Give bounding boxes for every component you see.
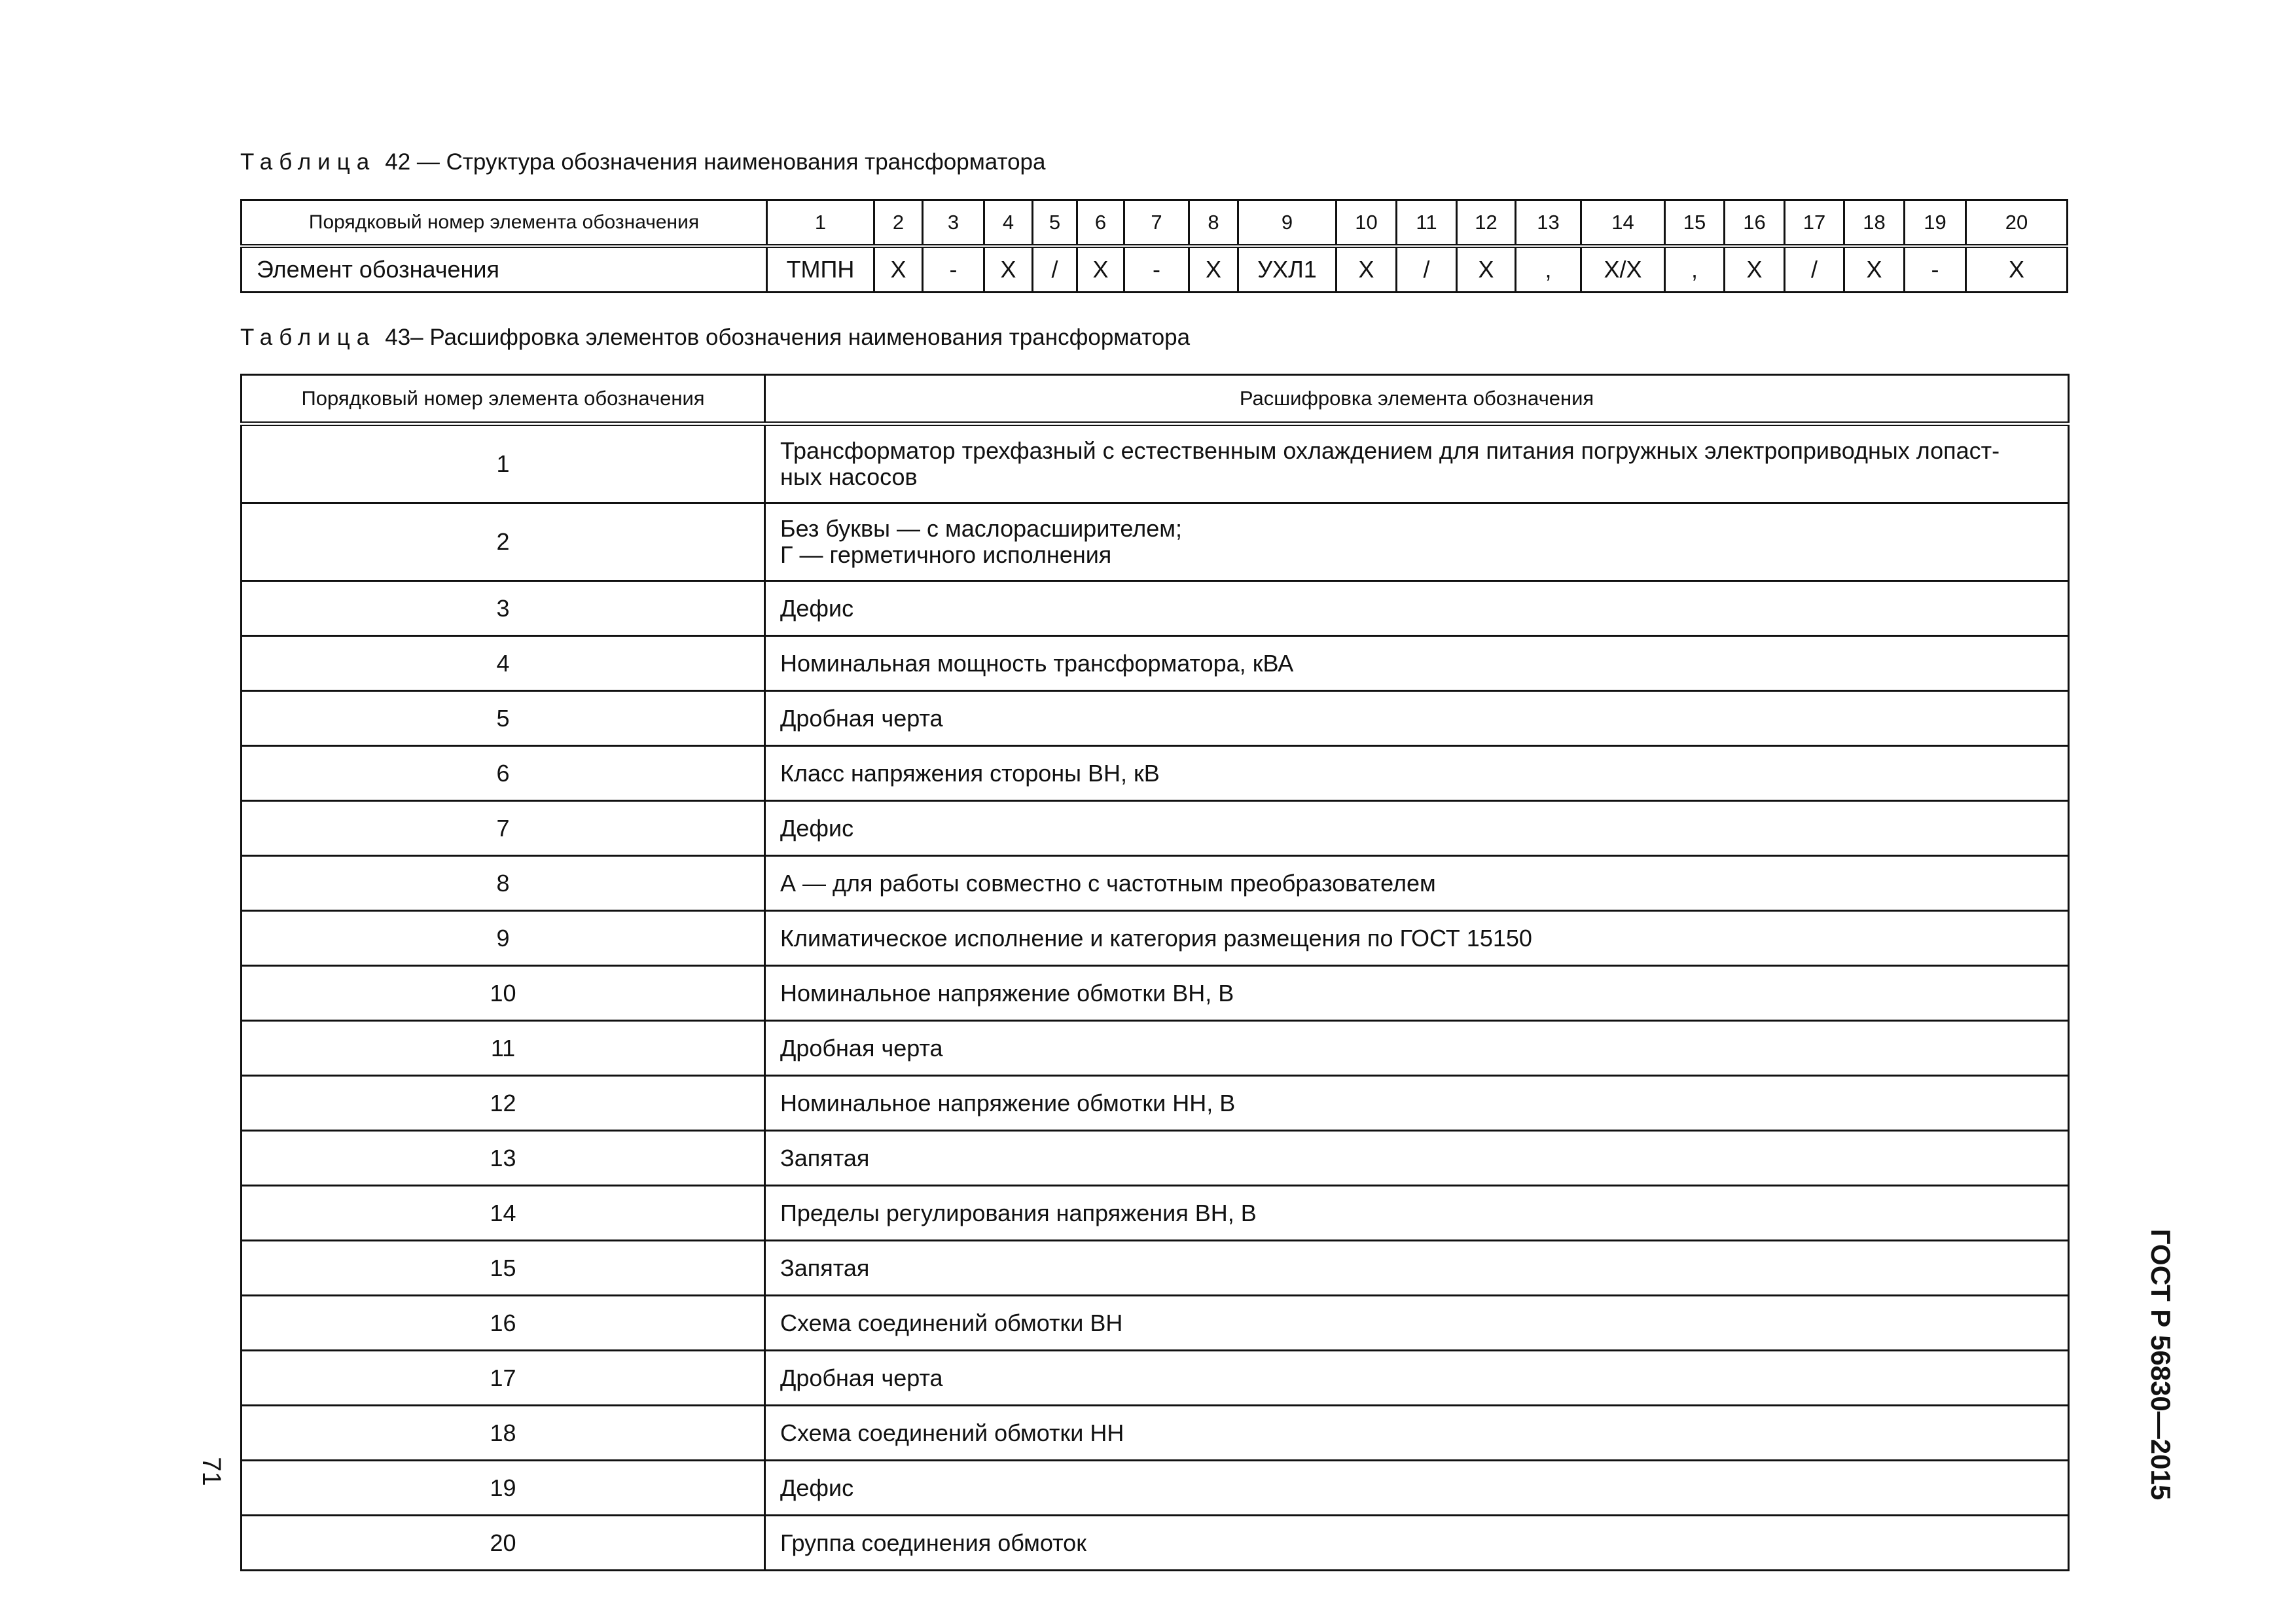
designation-element: -	[1124, 246, 1189, 293]
row-description: Класс напряжения стороны ВН, кВ	[765, 746, 2069, 801]
table-43-header-row	[242, 375, 2069, 424]
element-number: 18	[1844, 200, 1905, 247]
designation-element: Х	[1725, 246, 1785, 293]
designation-element: Х	[1966, 246, 2068, 293]
row-number: 8	[242, 856, 765, 911]
element-number: 10	[1336, 200, 1397, 247]
designation-element: ,	[1665, 246, 1725, 293]
row-number: 6	[242, 746, 765, 801]
row-number: 16	[242, 1296, 765, 1351]
row-description: Номинальная мощность трансформатора, кВА	[765, 636, 2069, 691]
row-number: 13	[242, 1131, 765, 1186]
row-label: Элемент обозначения	[242, 246, 767, 293]
designation-element: ТМПН	[767, 246, 874, 293]
table-row	[242, 1186, 2069, 1241]
row-number: 3	[242, 581, 765, 636]
row-number: 19	[242, 1461, 765, 1516]
table-42-caption-prefix: Таблица	[240, 149, 376, 175]
element-number: 7	[1124, 200, 1189, 247]
row-description: Номинальное напряжение обмотки ВН, В	[765, 966, 2069, 1021]
table-42-element-row	[242, 246, 2068, 293]
row-description: Запятая	[765, 1241, 2069, 1296]
element-number: 2	[874, 200, 923, 247]
row-description: Группа соединения обмоток	[765, 1516, 2069, 1571]
standard-designation: ГОСТ Р 56830—2015	[2145, 1228, 2176, 1501]
designation-structure-table	[240, 199, 2068, 293]
row-description: Запятая	[765, 1131, 2069, 1186]
element-number: 11	[1397, 200, 1457, 247]
table-42-caption	[240, 149, 1046, 175]
element-number: 1	[767, 200, 874, 247]
designation-element: /	[1033, 246, 1077, 293]
designation-element: Х	[1844, 246, 1905, 293]
row-description: Схема соединений обмотки ВН	[765, 1296, 2069, 1351]
table-row	[242, 1241, 2069, 1296]
designation-element: /	[1785, 246, 1844, 293]
column-header-description: Расшифровка элемента обозначения	[765, 375, 2069, 424]
table-row	[242, 856, 2069, 911]
row-description: Номинальное напряжение обмотки НН, В	[765, 1076, 2069, 1131]
table-row	[242, 1021, 2069, 1076]
element-number: 13	[1516, 200, 1581, 247]
designation-element: Х	[1189, 246, 1238, 293]
row-number: 9	[242, 911, 765, 966]
designation-element: УХЛ1	[1238, 246, 1336, 293]
row-description: Без буквы — с маслорасширителем; Г — герметичного исполнения	[765, 503, 2069, 581]
row-description: Климатическое исполнение и категория размещения по ГОСТ 15150	[765, 911, 2069, 966]
element-number: 6	[1077, 200, 1124, 247]
designation-element: Х	[1457, 246, 1516, 293]
row-number: 2	[242, 503, 765, 581]
table-row	[242, 1131, 2069, 1186]
row-number: 10	[242, 966, 765, 1021]
row-description: Дробная черта	[765, 1021, 2069, 1076]
designation-element: /	[1397, 246, 1457, 293]
table-row	[242, 636, 2069, 691]
designation-element: -	[923, 246, 984, 293]
table-43-caption-prefix: Таблица	[240, 325, 376, 350]
row-number: 14	[242, 1186, 765, 1241]
row-number: 12	[242, 1076, 765, 1131]
table-42-number-row	[242, 200, 2068, 247]
row-description: Схема соединений обмотки НН	[765, 1406, 2069, 1461]
element-number: 17	[1785, 200, 1844, 247]
row-number: 7	[242, 801, 765, 856]
row-description: А — для работы совместно с частотным преобразователем	[765, 856, 2069, 911]
row-description: Дробная черта	[765, 1351, 2069, 1406]
table-43-caption-title: 43– Расшифровка элементов обозначения наименования трансформатора	[385, 325, 1191, 350]
row-description: Дефис	[765, 1461, 2069, 1516]
designation-element: Х	[1336, 246, 1397, 293]
designation-element: Х	[1077, 246, 1124, 293]
row-number: 20	[242, 1516, 765, 1571]
table-row	[242, 1461, 2069, 1516]
element-number: 5	[1033, 200, 1077, 247]
row-number: 1	[242, 424, 765, 503]
column-header-number: Порядковый номер элемента обозначения	[242, 375, 765, 424]
table-42-caption-title: 42 — Структура обозначения наименования трансформатора	[385, 149, 1046, 175]
row-number: 17	[242, 1351, 765, 1406]
table-43-caption	[240, 325, 1190, 351]
element-number: 12	[1457, 200, 1516, 247]
table-row	[242, 424, 2069, 503]
table-row	[242, 1406, 2069, 1461]
row-label: Порядковый номер элемента обозначения	[242, 200, 767, 247]
table-row	[242, 691, 2069, 746]
page-number: 71	[196, 1457, 226, 1486]
designation-decoding-table	[240, 374, 2070, 1571]
table-row	[242, 801, 2069, 856]
table-row	[242, 1076, 2069, 1131]
element-number: 20	[1966, 200, 2068, 247]
row-description: Дробная черта	[765, 691, 2069, 746]
row-number: 5	[242, 691, 765, 746]
table-row	[242, 1296, 2069, 1351]
table-row	[242, 966, 2069, 1021]
element-number: 8	[1189, 200, 1238, 247]
element-number: 19	[1905, 200, 1966, 247]
element-number: 9	[1238, 200, 1336, 247]
table-row	[242, 1516, 2069, 1571]
table-row	[242, 746, 2069, 801]
table-row	[242, 1351, 2069, 1406]
table-row	[242, 503, 2069, 581]
element-number: 3	[923, 200, 984, 247]
row-number: 11	[242, 1021, 765, 1076]
designation-element: ,	[1516, 246, 1581, 293]
element-number: 16	[1725, 200, 1785, 247]
row-description: Дефис	[765, 581, 2069, 636]
row-number: 4	[242, 636, 765, 691]
designation-element: Х	[874, 246, 923, 293]
designation-element: Х/Х	[1581, 246, 1665, 293]
table-row	[242, 581, 2069, 636]
row-description: Пределы регулирования напряжения ВН, В	[765, 1186, 2069, 1241]
row-description: Трансформатор трехфазный с естественным охлаждением для питания погружных электроприводных лопаст- ных насосов	[765, 424, 2069, 503]
row-number: 18	[242, 1406, 765, 1461]
row-number: 15	[242, 1241, 765, 1296]
designation-element: Х	[984, 246, 1033, 293]
element-number: 4	[984, 200, 1033, 247]
element-number: 15	[1665, 200, 1725, 247]
element-number: 14	[1581, 200, 1665, 247]
row-description: Дефис	[765, 801, 2069, 856]
table-row	[242, 911, 2069, 966]
designation-element: -	[1905, 246, 1966, 293]
